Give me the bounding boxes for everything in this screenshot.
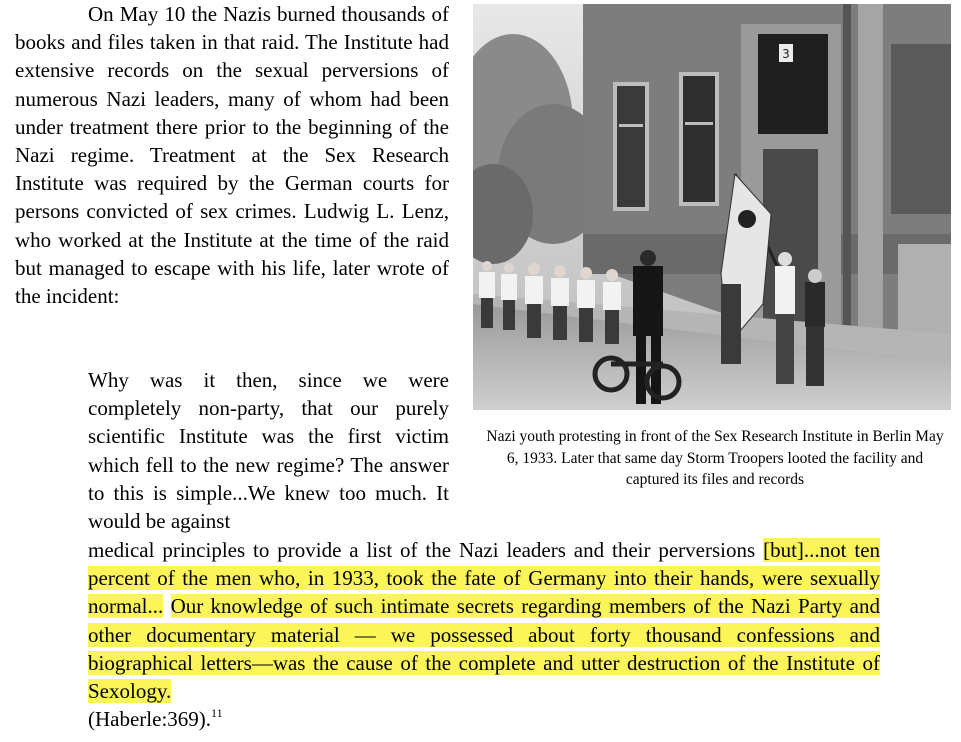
body-paragraph	[15, 0, 449, 310]
photo-illustration	[473, 4, 951, 410]
highlighted-quote-1: [but]...not ten percent of the men who, in 1933, took the fate of Germany into their hands, were sexually normal...	[88, 538, 881, 619]
quote-text-part1: Why was it then, since we were completely non-party, that our purely scientific Institute was the first victim which fell to the new regime? The answer to this is simple...We knew too much. It would be against	[88, 368, 449, 534]
highlighted-quote-2: Our knowledge of such intimate secrets regarding members of the Nazi Party and other documentary material — we possessed about forty thousand confessions and biographical letters—was the cause of the complete and utter destruction of the Institute of Sexology.	[88, 594, 880, 704]
historical-photo	[473, 4, 951, 410]
block-quote-part2	[88, 536, 880, 733]
door-number-sign: 3	[782, 47, 790, 61]
quote-text-part1-tail: medical principles to provide a list of the Nazi leaders and their perversions	[88, 538, 756, 562]
body-paragraph-text: On May 10 the Nazis burned thousands of books and files taken in that raid. The Institute had extensive records on the sexual perversions of numerous Nazi leaders, many of whom had been under treatment there prior to the beginning of the Nazi regime. Treatment at the Sex Research Institute was required by the German courts for persons convicted of sex crimes. Ludwig L. Lenz, who worked at the Institute at the time of the raid but managed to escape with his life, later wrote of the incident:	[15, 2, 449, 309]
quote-citation: (Haberle:369).	[88, 707, 212, 732]
photo-caption: Nazi youth protesting in front of the Sex Research Institute in Berlin May 6, 1933. Later that same day Storm Troopers looted the facility and captured its files and records	[486, 428, 944, 488]
footnote-marker: 11	[211, 706, 223, 721]
block-quote-part1	[88, 366, 449, 535]
